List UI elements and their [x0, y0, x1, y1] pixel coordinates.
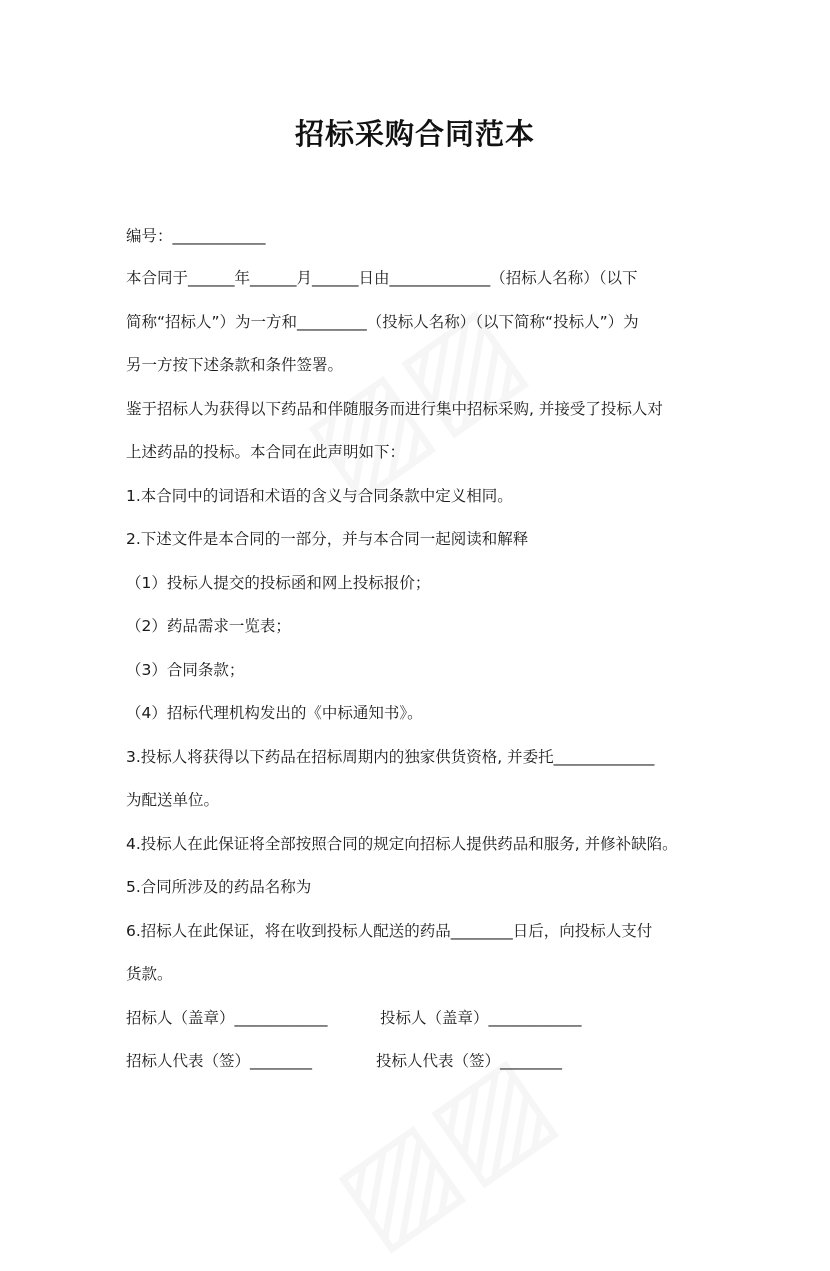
clause-6-continued: 货款。 — [126, 965, 173, 983]
clause-2-item-2: （2）药品需求一览表； — [126, 617, 291, 635]
document-title: 招标采购合同范本 — [294, 117, 535, 151]
paragraph-line: 本合同于______年______月______日由_____________（招标人名称）（以下 — [126, 269, 638, 287]
bidder-seal-line: 投标人（盖章）____________ — [380, 1009, 582, 1027]
clause-4: 4.投标人在此保证将全部按照合同的规定向招标人提供药品和服务, 并修补缺陷。 — [126, 835, 678, 853]
clause-1: 1.本合同中的词语和术语的含义与合同条款中定义相同。 — [126, 487, 513, 505]
clause-2: 2.下述文件是本合同的一部分，并与本合同一起阅读和解释 — [126, 530, 529, 548]
clause-2-item-3: （3）合同条款； — [126, 661, 245, 679]
clause-5: 5.合同所涉及的药品名称为 — [126, 878, 312, 896]
contract-number: 编号：____________ — [126, 227, 266, 245]
clause-3-continued: 为配送单位。 — [126, 791, 220, 809]
tenderer-representative-line: 招标人代表（签）________ — [126, 1052, 313, 1070]
tenderer-seal-line: 招标人（盖章）____________ — [126, 1009, 328, 1027]
paragraph-line: 鉴于招标人为获得以下药品和伴随服务而进行集中招标采购, 并接受了投标人对 — [126, 400, 663, 418]
clause-2-item-1: （1）投标人提交的投标函和网上投标报价； — [126, 574, 431, 592]
paragraph-line: 简称“招标人”）为一方和_________（投标人名称）（以下简称“投标人”）为 — [126, 313, 639, 331]
paragraph-line: 另一方按下述条款和条件签署。 — [126, 356, 344, 374]
clause-6: 6.招标人在此保证，将在收到投标人配送的药品________日后，向投标人支付 — [126, 922, 653, 940]
paragraph-line: 上述药品的投标。本合同在此声明如下： — [126, 443, 406, 461]
clause-2-item-4: （4）招标代理机构发出的《中标通知书》。 — [126, 704, 423, 722]
bidder-representative-line: 投标人代表（签）________ — [376, 1052, 563, 1070]
clause-3: 3.投标人将获得以下药品在招标周期内的独家供货资格, 并委托_____________ — [126, 748, 655, 766]
